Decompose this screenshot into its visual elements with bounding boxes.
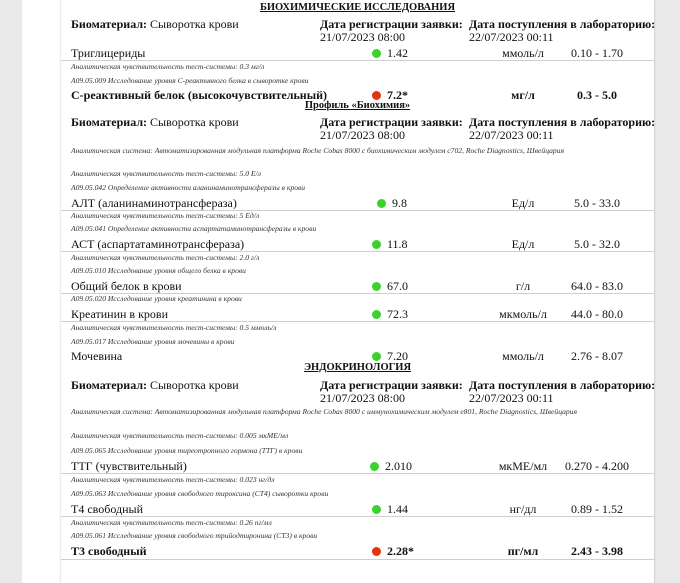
divider <box>61 559 654 560</box>
reference-range: 5.0 - 33.0 <box>574 196 620 210</box>
biomaterial: Биоматериал: Сыворотка крови <box>71 115 239 129</box>
registration-date: 21/07/2023 08:00 <box>320 30 406 44</box>
test-value: 2.010 <box>385 459 412 473</box>
sensitivity-note: Аналитическая чувствительность тест-системы: 2.0 г/л <box>71 253 260 262</box>
viewer-margin-left <box>0 0 22 583</box>
reference-range: 0.3 - 5.0 <box>577 88 617 102</box>
lab-arrival-label: Дата поступления в лабораторию: <box>469 115 656 129</box>
test-value: 7.2* <box>387 88 408 102</box>
divider <box>61 516 654 517</box>
test-unit: Ед/л <box>511 196 535 210</box>
test-name: АСТ (аспартатаминотрансфераза) <box>71 237 245 251</box>
test-name: С-реактивный белок (высокочувствительный) <box>71 88 327 102</box>
lab-report-page <box>61 0 654 583</box>
biomaterial: Биоматериал: Сыворотка крови <box>71 378 239 392</box>
status-dot <box>372 547 381 556</box>
sensitivity-note: Аналитическая чувствительность тест-системы: 0.023 нг/дл <box>71 475 275 484</box>
section-title-endocrinology: ЭНДОКРИНОЛОГИЯ <box>303 362 412 373</box>
divider <box>61 321 654 322</box>
status-dot <box>377 199 386 208</box>
biomaterial: Биоматериал: Сыворотка крови <box>71 17 239 31</box>
test-name: Креатинин в крови <box>71 307 169 321</box>
test-value: 72.3 <box>387 307 408 321</box>
test-name: Мочевина <box>71 349 123 363</box>
result-row <box>61 237 654 252</box>
test-name: АЛТ (аланинаминотрансфераза) <box>71 196 237 210</box>
service-code: A09.05.041 Определение активности аспартатаминотрансферазы в крови <box>71 224 317 233</box>
registration-date: 21/07/2023 08:00 <box>320 128 406 142</box>
reference-range: 5.0 - 32.0 <box>574 237 620 251</box>
service-code: A09.05.042 Определение активности аланинаминотрансферазы в крови <box>71 183 306 192</box>
reference-range: 2.76 - 8.07 <box>571 349 623 363</box>
lab-arrival-date: 22/07/2023 00:11 <box>469 30 554 44</box>
test-name: ТТГ (чувствительный) <box>71 459 187 473</box>
test-value: 11.8 <box>387 237 408 251</box>
sensitivity-note: Аналитическая чувствительность тест-системы: 0.3 мг/л <box>71 62 265 71</box>
test-value: 7.20 <box>387 349 408 363</box>
test-name: Триглицериды <box>71 46 146 60</box>
service-code: A09.05.020 Исследование уровня креатинина в крови <box>71 294 242 303</box>
test-unit: Ед/л <box>511 237 535 251</box>
test-unit: мг/л <box>511 88 535 102</box>
lab-arrival-date: 22/07/2023 00:11 <box>469 128 554 142</box>
test-unit: г/л <box>515 279 531 293</box>
status-dot <box>372 91 381 100</box>
test-name: Общий белок в крови <box>71 279 182 293</box>
analytic-system-note: Аналитическая система: Автоматизированная модульная платформа Roche Cobas 8000 с биохимическим модулем с702, Roche Diagnostics, Швейцария <box>71 146 565 155</box>
divider <box>61 60 654 61</box>
test-unit: ммоль/л <box>502 349 544 363</box>
status-dot <box>372 240 381 249</box>
lab-arrival-date: 22/07/2023 00:11 <box>469 391 554 405</box>
service-code: A09.05.061 Исследование уровня свободного трийодтиронина (СТ3) в крови <box>71 531 318 540</box>
test-value: 1.44 <box>387 502 408 516</box>
result-row <box>61 196 654 211</box>
registration-label: Дата регистрации заявки: <box>320 378 463 392</box>
service-code: A09.05.009 Исследование уровня С-реактивного белка в сыворотке крови <box>71 76 309 85</box>
result-row <box>61 46 654 61</box>
result-row <box>61 459 654 474</box>
result-row <box>61 279 654 294</box>
status-dot <box>372 49 381 58</box>
service-code: A09.05.063 Исследование уровня свободного тироксина (СТ4) сыворотки крови <box>71 489 329 498</box>
test-value: 1.42 <box>387 46 408 60</box>
status-dot <box>370 462 379 471</box>
service-code: A09.05.017 Исследование уровня мочевины в крови <box>71 337 235 346</box>
reference-range: 64.0 - 83.0 <box>571 279 623 293</box>
test-unit: мкмоль/л <box>499 307 547 321</box>
test-unit: мкМЕ/мл <box>498 459 548 473</box>
sensitivity-note: Аналитическая чувствительность тест-системы: 5.0 Е/л <box>71 169 261 178</box>
status-dot <box>372 282 381 291</box>
sensitivity-note: Аналитическая чувствительность тест-системы: 0.005 мкМЕ/мл <box>71 431 289 440</box>
status-dot <box>372 310 381 319</box>
reference-range: 0.270 - 4.200 <box>565 459 629 473</box>
test-value: 9.8 <box>392 196 407 210</box>
test-name: Т3 свободный <box>71 544 147 558</box>
viewer-margin-right <box>654 0 680 583</box>
divider <box>61 251 654 252</box>
test-unit: пг/мл <box>507 544 539 558</box>
result-row <box>61 307 654 322</box>
section-title-profile: Профиль «Биохимия» <box>304 100 411 111</box>
reference-range: 0.89 - 1.52 <box>571 502 623 516</box>
test-unit: нг/дл <box>509 502 537 516</box>
sensitivity-note: Аналитическая чувствительность тест-системы: 0.26 пг/мл <box>71 518 272 527</box>
service-code: A09.05.010 Исследование уровня общего белка в крови <box>71 266 246 275</box>
reference-range: 2.43 - 3.98 <box>571 544 623 558</box>
registration-label: Дата регистрации заявки: <box>320 115 463 129</box>
test-unit: ммоль/л <box>502 46 544 60</box>
reference-range: 44.0 - 80.0 <box>571 307 623 321</box>
result-row <box>61 502 654 517</box>
result-row <box>61 544 654 559</box>
status-dot <box>372 505 381 514</box>
divider <box>61 473 654 474</box>
registration-date: 21/07/2023 08:00 <box>320 391 406 405</box>
reference-range: 0.10 - 1.70 <box>571 46 623 60</box>
lab-arrival-label: Дата поступления в лабораторию: <box>469 378 656 392</box>
status-dot <box>372 352 381 361</box>
sensitivity-note: Аналитическая чувствительность тест-системы: 5 Ед/л <box>71 211 260 220</box>
lab-arrival-label: Дата поступления в лабораторию: <box>469 17 656 31</box>
sensitivity-note: Аналитическая чувствительность тест-системы: 0.5 ммоль/л <box>71 323 277 332</box>
analytic-system-note: Аналитическая система: Автоматизированная модульная платформа Roche Cobas 8000 с иммунохимическим модулем e801, Roche Diagnostics, Швейцария <box>71 407 578 416</box>
test-name: Т4 свободный <box>71 502 144 516</box>
section-title-biochemistry: БИОХИМИЧЕСКИЕ ИССЛЕДОВАНИЯ <box>259 2 456 13</box>
service-code: A09.05.065 Исследование уровня тиреотропного гормона (ТТГ) в крови <box>71 446 303 455</box>
test-value: 2.28* <box>387 544 414 558</box>
test-value: 67.0 <box>387 279 408 293</box>
registration-label: Дата регистрации заявки: <box>320 17 463 31</box>
